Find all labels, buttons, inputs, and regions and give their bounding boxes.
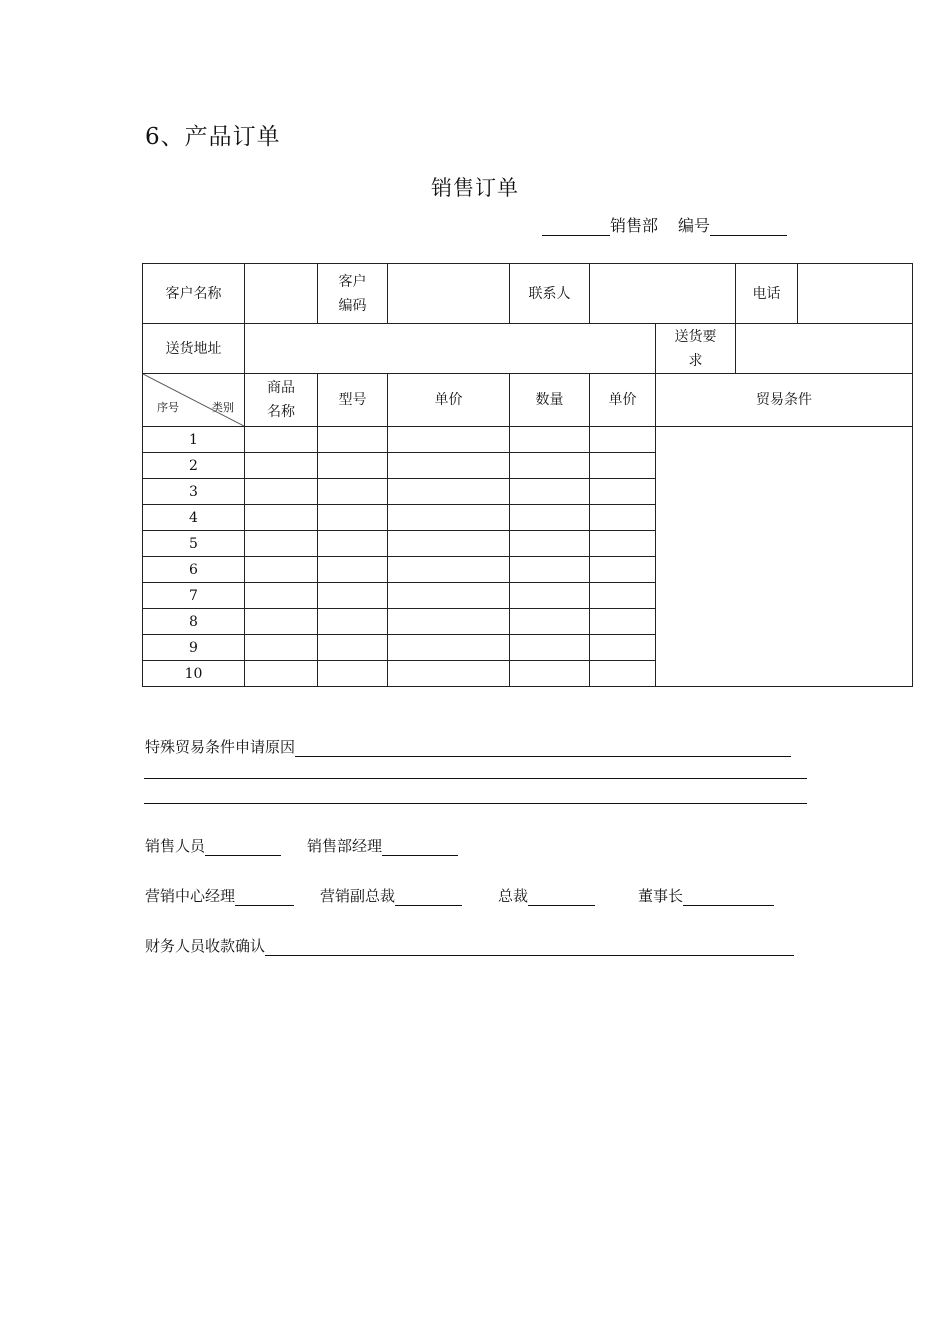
cell[interactable]	[590, 635, 656, 661]
sales-manager-blank[interactable]	[382, 833, 458, 856]
delivery-address-label: 送货地址	[143, 324, 245, 374]
row-number: 5	[143, 531, 245, 557]
cell[interactable]	[245, 505, 318, 531]
category-label: 类别	[212, 401, 234, 414]
salesperson-label: 销售人员	[145, 837, 206, 855]
cell[interactable]	[245, 609, 318, 635]
customer-name-cell[interactable]	[245, 264, 318, 324]
cell[interactable]	[318, 661, 388, 687]
cell[interactable]	[245, 635, 318, 661]
contact-label: 联系人	[510, 264, 590, 324]
president-label: 总裁	[498, 887, 529, 905]
form-title: 销售订单	[431, 176, 519, 200]
reason-line-2[interactable]	[144, 778, 807, 779]
delivery-address-cell[interactable]	[245, 324, 656, 374]
phone-label: 电话	[736, 264, 798, 324]
row-number: 7	[143, 583, 245, 609]
cell[interactable]	[318, 479, 388, 505]
col-product-name: 商品名称	[245, 374, 318, 427]
row-number: 10	[143, 661, 245, 687]
signature-row-2	[145, 883, 774, 906]
cell[interactable]	[318, 609, 388, 635]
vp-label: 营销副总裁	[320, 887, 396, 905]
customer-name-label: 客户名称	[143, 264, 245, 324]
cell[interactable]	[318, 427, 388, 453]
cell[interactable]	[388, 479, 510, 505]
cell[interactable]	[245, 661, 318, 687]
cell[interactable]	[388, 635, 510, 661]
delivery-req-cell[interactable]	[736, 324, 913, 374]
cell[interactable]	[510, 427, 590, 453]
phone-cell[interactable]	[798, 264, 913, 324]
cell[interactable]	[245, 427, 318, 453]
cell[interactable]	[388, 583, 510, 609]
cell[interactable]	[245, 453, 318, 479]
delivery-req-label: 送货要求	[656, 324, 736, 374]
cell[interactable]	[318, 505, 388, 531]
customer-code-label: 客户编码	[318, 264, 388, 324]
cell[interactable]	[388, 427, 510, 453]
row-number: 3	[143, 479, 245, 505]
order-table	[142, 263, 913, 687]
chairman-label: 董事长	[638, 887, 684, 905]
cell[interactable]	[590, 661, 656, 687]
cell[interactable]	[318, 557, 388, 583]
cell[interactable]	[510, 505, 590, 531]
special-reason-row	[145, 734, 791, 757]
reason-line-3[interactable]	[144, 803, 807, 804]
marketing-manager-blank[interactable]	[235, 883, 294, 906]
dept-blank[interactable]	[542, 213, 610, 236]
cell[interactable]	[388, 661, 510, 687]
cell[interactable]	[245, 583, 318, 609]
cell[interactable]	[245, 531, 318, 557]
cell[interactable]	[590, 531, 656, 557]
dept-number-line	[542, 213, 787, 236]
vp-blank[interactable]	[395, 883, 462, 906]
cell[interactable]	[388, 453, 510, 479]
cell[interactable]	[388, 557, 510, 583]
cell[interactable]	[590, 505, 656, 531]
finance-confirm-blank[interactable]	[265, 933, 794, 956]
customer-row	[143, 264, 913, 324]
cell[interactable]	[510, 531, 590, 557]
delivery-row	[143, 324, 913, 374]
cell[interactable]	[318, 531, 388, 557]
special-reason-label: 特殊贸易条件申请原因	[145, 738, 296, 756]
cell[interactable]	[318, 453, 388, 479]
cell[interactable]	[318, 583, 388, 609]
signature-row-1	[145, 833, 458, 856]
contact-cell[interactable]	[590, 264, 736, 324]
salesperson-blank[interactable]	[205, 833, 281, 856]
cell[interactable]	[510, 609, 590, 635]
col-model: 型号	[318, 374, 388, 427]
cell[interactable]	[245, 557, 318, 583]
cell[interactable]	[388, 505, 510, 531]
cell[interactable]	[318, 635, 388, 661]
col-unit-price-2: 单价	[590, 374, 656, 427]
president-blank[interactable]	[528, 883, 595, 906]
cell[interactable]	[510, 557, 590, 583]
cell[interactable]	[388, 609, 510, 635]
section-title: 6、产品订单	[145, 124, 281, 150]
seq-label: 序号	[157, 401, 179, 414]
sales-manager-label: 销售部经理	[307, 837, 383, 855]
marketing-manager-label: 营销中心经理	[145, 887, 236, 905]
row-number: 2	[143, 453, 245, 479]
cell[interactable]	[590, 453, 656, 479]
seq-category-header	[143, 374, 245, 427]
diagonal-line	[143, 374, 244, 426]
special-reason-blank[interactable]	[295, 734, 791, 757]
cell[interactable]	[510, 453, 590, 479]
cell[interactable]	[510, 479, 590, 505]
cell[interactable]	[510, 583, 590, 609]
column-header-row	[143, 374, 913, 427]
col-trade-terms: 贸易条件	[656, 374, 913, 427]
row-number: 8	[143, 609, 245, 635]
row-number: 1	[143, 427, 245, 453]
cell[interactable]	[388, 531, 510, 557]
cell[interactable]	[510, 635, 590, 661]
cell[interactable]	[590, 557, 656, 583]
table-row	[143, 427, 913, 453]
row-number: 4	[143, 505, 245, 531]
chairman-blank[interactable]	[683, 883, 774, 906]
finance-row	[145, 933, 794, 956]
cell[interactable]	[590, 479, 656, 505]
number-label: 编号	[678, 216, 711, 235]
cell[interactable]	[510, 661, 590, 687]
cell[interactable]	[590, 427, 656, 453]
trade-terms-cell[interactable]	[656, 427, 913, 687]
number-blank[interactable]	[710, 213, 787, 236]
row-number: 6	[143, 557, 245, 583]
dept-label: 销售部	[610, 216, 659, 235]
col-quantity: 数量	[510, 374, 590, 427]
finance-confirm-label: 财务人员收款确认	[145, 937, 266, 955]
col-unit-price: 单价	[388, 374, 510, 427]
cell[interactable]	[245, 479, 318, 505]
customer-code-cell[interactable]	[388, 264, 510, 324]
cell[interactable]	[590, 609, 656, 635]
row-number: 9	[143, 635, 245, 661]
cell[interactable]	[590, 583, 656, 609]
